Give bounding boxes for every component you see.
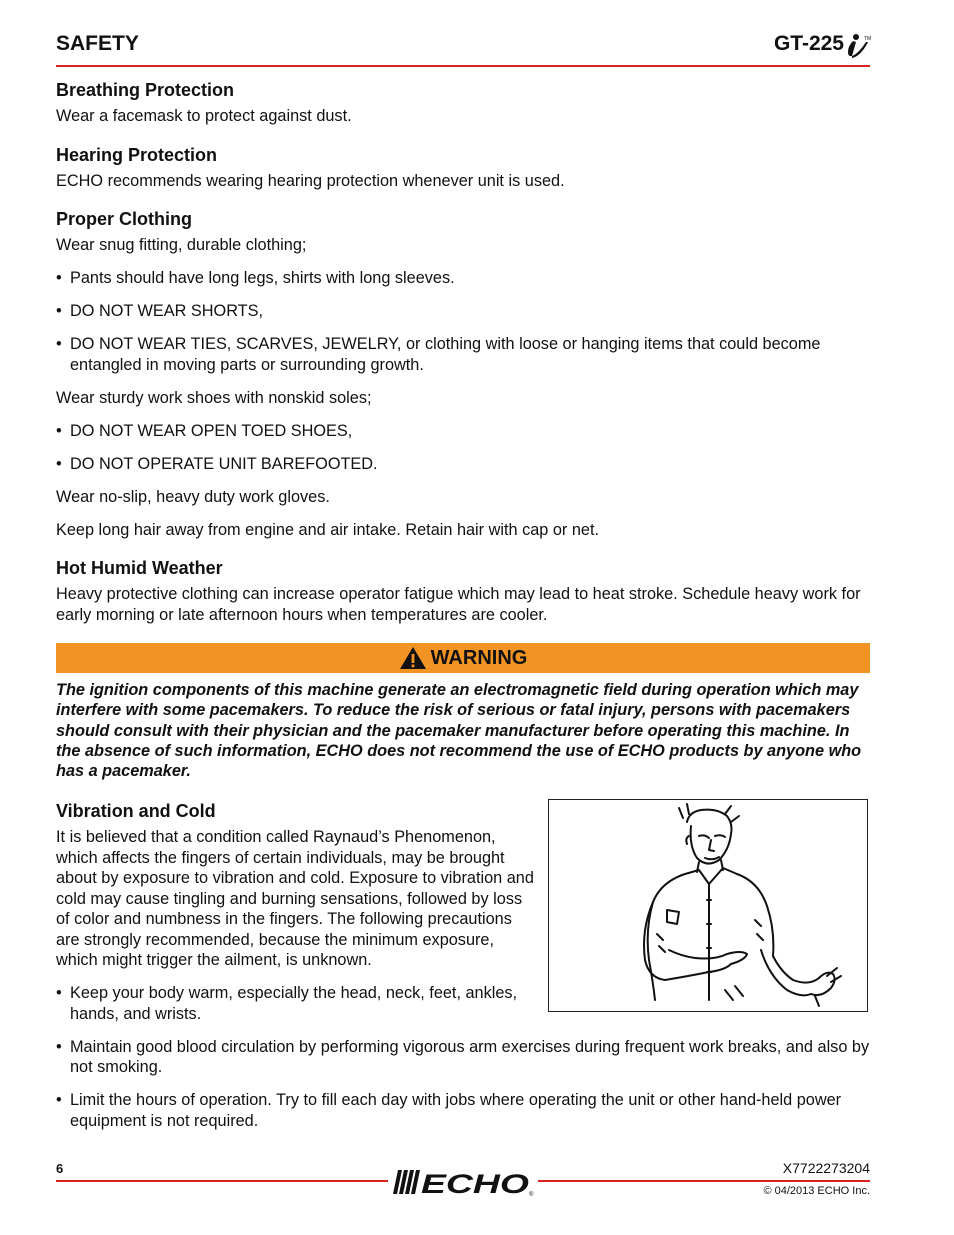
list-item: • Limit the hours of operation. Try to fill each day with jobs where operating the unit or other hand-held power equipment is not required. [56,1090,870,1131]
warning-label: WARNING [430,646,528,669]
page-content [56,78,870,1131]
weather-section [56,556,870,625]
svg-text:TM: TM [864,36,872,42]
copyright: © 04/2013 ECHO Inc. [763,1185,870,1197]
list-item: • DO NOT OPERATE UNIT BAREFOOTED. [56,454,870,475]
list-item: • Keep your body warm, especially the head, neck, feet, ankles, hands, and wrists. [56,983,534,1024]
footer-rule [538,1180,870,1182]
svg-text:ECHO: ECHO [421,1169,529,1199]
breathing-section [56,78,870,127]
model-i-logo-icon [844,32,870,60]
header-rule [56,65,870,67]
man-rubbing-hands-icon [549,800,867,1011]
section-text: Wear a facemask to protect against dust. [56,107,352,125]
svg-text:®: ® [529,1192,534,1198]
warning-triangle-icon [399,646,427,670]
hearing-section [56,143,870,192]
page-header [56,32,870,68]
section-heading: Proper Clothing [56,209,192,229]
document-code: X7722273204 [782,1160,870,1176]
model-name: GT-225 [773,32,844,55]
footer-rule [56,1180,388,1182]
clothing-section [56,207,870,540]
section-heading: Hot Humid Weather [56,558,223,578]
section-title: SAFETY [56,32,139,55]
warning-banner [56,643,870,673]
section-text: Heavy protective clothing can increase operator fatigue which may lead to heat stroke. Schedule heavy work for early morning or late afternoon hours when temperatures are cooler. [56,585,861,624]
section-text: It is believed that a condition called Raynaud’s Phenomenon, which affects the fingers of certain individuals, may be brought about by exposure to vibration and cold. Exposure to vibration and cold may cause tingling and burning sensations, followed by loss of color and numbness in the fingers. The following precautions are strongly recommended, because the minimum exposure, which might trigger the ailment, is unknown. [56,828,534,970]
section-text: Keep long hair away from engine and air intake. Retain hair with cap or net. [56,520,600,539]
raynaud-illustration [548,799,868,1012]
section-heading: Vibration and Cold [56,801,216,822]
echo-logo [392,1166,536,1198]
list-item: • DO NOT WEAR TIES, SCARVES, JEWELRY, or clothing with loose or hanging items that could become entangled in moving parts or surrounding growth. [56,334,870,375]
page-footer [56,1158,870,1208]
section-text: Wear sturdy work shoes with nonskid soles; [56,388,372,407]
section-text: ECHO recommends wearing hearing protection whenever unit is used. [56,171,565,190]
warning-text: The ignition components of this machine generate an electromagnetic field during operation which may interfere with some pacemakers. To reduce the risk of serious or fatal injury, persons with pacemakers should consult with their physician and the pacemaker manufacturer before operating this machine. In the absence of such information, ECHO does not recommend the use of ECHO products by anyone who has a pacemaker. [56,681,862,781]
page-number: 6 [56,1161,64,1176]
list-item: • Maintain good blood circulation by performing vigorous arm exercises during frequent work breaks, and also by not smoking. [56,1037,870,1078]
section-heading: Breathing Protection [56,80,235,100]
section-heading: Hearing Protection [56,144,218,165]
section-text: Wear no-slip, heavy duty work gloves. [56,487,330,506]
vibration-section [56,799,870,1024]
list-item: • DO NOT WEAR SHORTS, [56,301,870,322]
list-item: • DO NOT WEAR OPEN TOED SHOES, [56,421,870,442]
section-text: Wear snug fitting, durable clothing; [56,236,307,254]
list-item: • Pants should have long legs, shirts with long sleeves. [56,268,870,289]
